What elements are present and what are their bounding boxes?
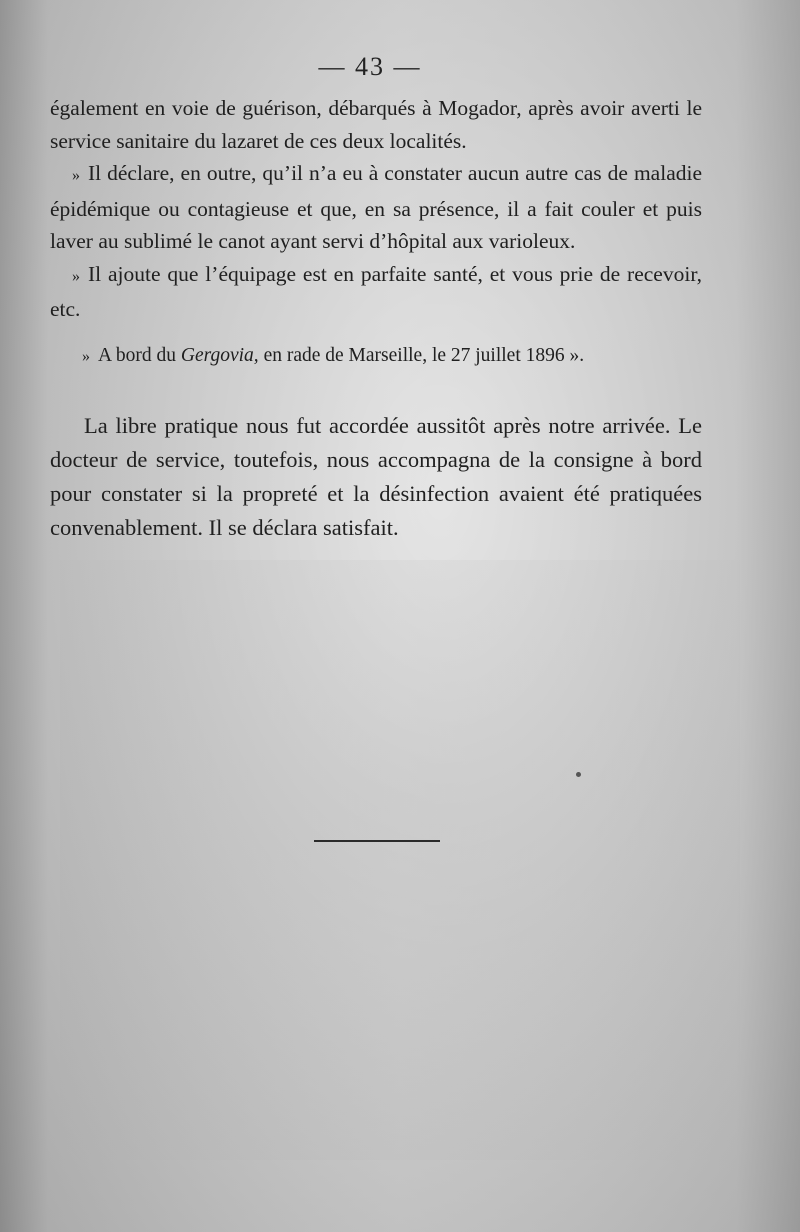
ship-name: Gergovia, xyxy=(180,344,259,366)
letter-paragraph-2 xyxy=(50,157,702,258)
letter-signoff xyxy=(50,340,702,374)
page-number: — 43 — xyxy=(318,52,422,81)
signoff-prefix: A bord du xyxy=(98,344,176,366)
quote-mark: » xyxy=(72,267,80,285)
quote-mark: » xyxy=(82,347,90,365)
section-rule xyxy=(314,840,440,842)
letter-paragraph-2-text: Il déclare, en outre, qu’il n’a eu à constater aucun autre cas de maladie épidémique ou contagieuse et que, en sa présence, il a fait couler et puis laver au sublimé le canot ayant servi d’hôpital aux varioleux. xyxy=(50,161,702,253)
letter-paragraph-1: également en voie de guérison, débarqués à Mogador, après avoir averti le service sanitaire du lazaret de ces deux localités. xyxy=(50,96,702,153)
narrative-paragraph: La libre pratique nous fut accordée aussitôt après notre arrivée. Le docteur de service, toutefois, nous accompagna de la consigne à bord pour constater si la propreté et la désinfection avaient été pratiquées convenablement. Il se déclara satisfait. xyxy=(50,413,702,540)
page-body xyxy=(50,92,702,545)
quote-mark: » xyxy=(72,167,80,184)
show-through-bleed xyxy=(60,560,740,1160)
signoff-place-date: en rade de Marseille, le 27 juillet 1896 ». xyxy=(263,344,585,366)
ink-speck xyxy=(576,772,581,777)
letter-paragraph-3 xyxy=(50,258,702,326)
letter-paragraph-3-text: Il ajoute que l’équipage est en parfaite santé, et vous prie de recevoir, etc. xyxy=(50,261,702,321)
